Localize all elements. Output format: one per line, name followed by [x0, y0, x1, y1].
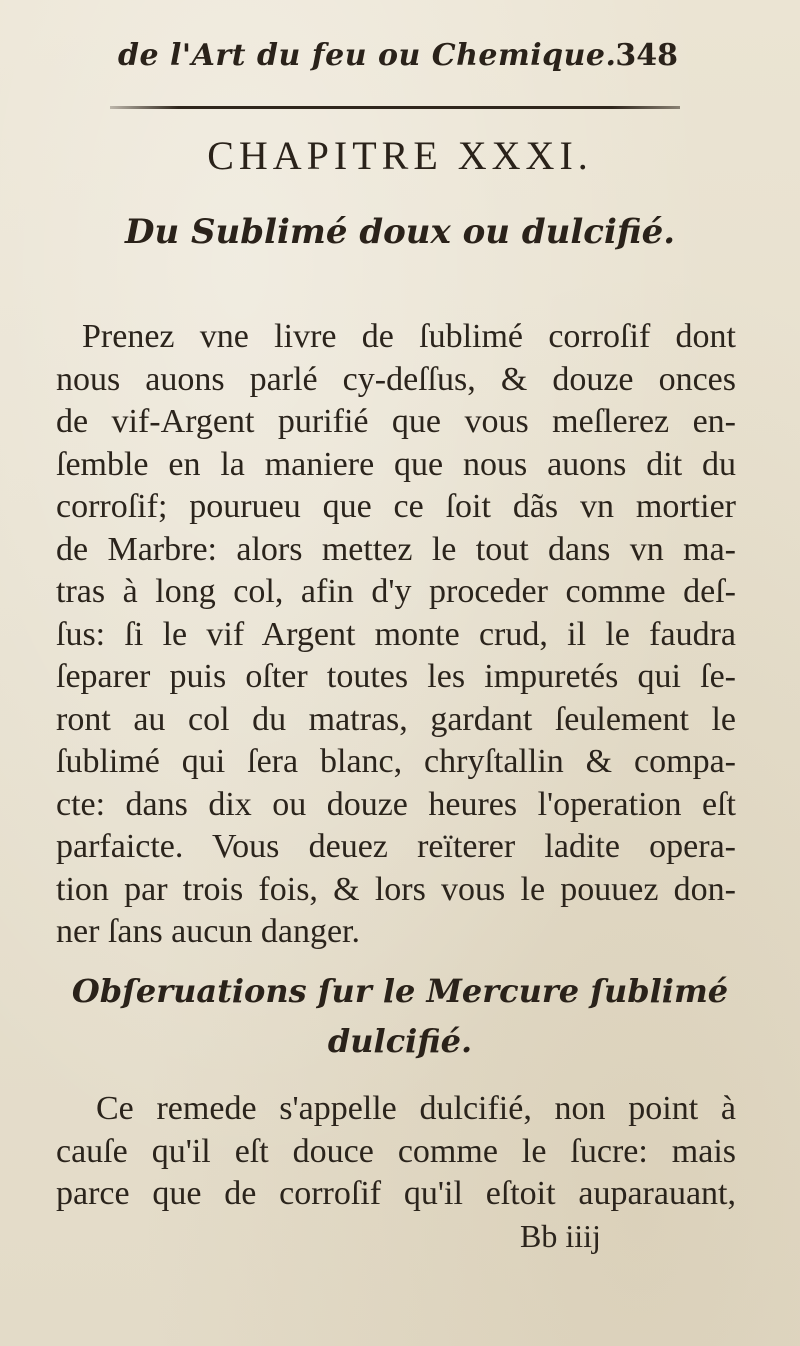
paragraph-1 — [56, 316, 736, 954]
text-line: Ce remede s'appelle dulcifié, non point à — [96, 1090, 736, 1127]
text-line: de vif-Argent purifié que vous meſlerez en- — [56, 403, 736, 440]
text-line: cte: dans dix ou douze heures l'operation eſt — [56, 785, 736, 823]
chapter-title: Du Sublimé doux ou dulcifié. — [124, 212, 676, 252]
text-line: cauſe qu'il eſt douce comme le ſucre: mais — [56, 1132, 736, 1170]
header-rule — [110, 106, 680, 109]
text-line: ner ſans aucun danger. — [56, 913, 360, 950]
signature-mark: Bb iiij — [520, 1218, 601, 1254]
text-line: ſus: ſi le vif Argent monte crud, il le faudra — [56, 615, 736, 653]
paragraph-2 — [56, 1088, 736, 1216]
text-line: nous auons parlé cy-deſſus, & douze onces — [56, 360, 736, 398]
text-line: corroſif; pourueu que ce ſoit dãs vn mortier — [56, 488, 736, 525]
text-line: ſeparer puis oſter toutes les impuretés qui ſe- — [56, 658, 736, 695]
running-title: de l'Art du feu ou Chemique. — [118, 38, 617, 73]
chapter-heading: CHAPITRE XXXI. — [207, 133, 593, 178]
text-line: parfaicte. Vous deuez reïterer ladite opera- — [56, 828, 736, 865]
text-line: ront au col du matras, gardant ſeulement le — [56, 700, 736, 738]
text-line: Prenez vne livre de ſublimé corroſif dont — [82, 318, 736, 355]
page-header — [118, 38, 678, 88]
text-line: parce que de corroſif qu'il eſtoit auparauant, — [56, 1175, 736, 1212]
text-line: tion par trois fois, & lors vous le pouuez don- — [56, 870, 736, 908]
observations-title-continued: dulcifié. — [327, 1022, 473, 1060]
page-number: 348 — [615, 38, 678, 73]
text-line: tras à long col, afin d'y proceder comme deſ- — [56, 573, 736, 610]
observations-title: Obſeruations ſur le Mercure ſublimé — [71, 972, 729, 1010]
text-line: de Marbre: alors mettez le tout dans vn ma- — [56, 530, 736, 568]
text-line: ſublimé qui ſera blanc, chryſtallin & compa- — [56, 743, 736, 780]
text-line: ſemble en la maniere que nous auons dit du — [56, 445, 736, 483]
